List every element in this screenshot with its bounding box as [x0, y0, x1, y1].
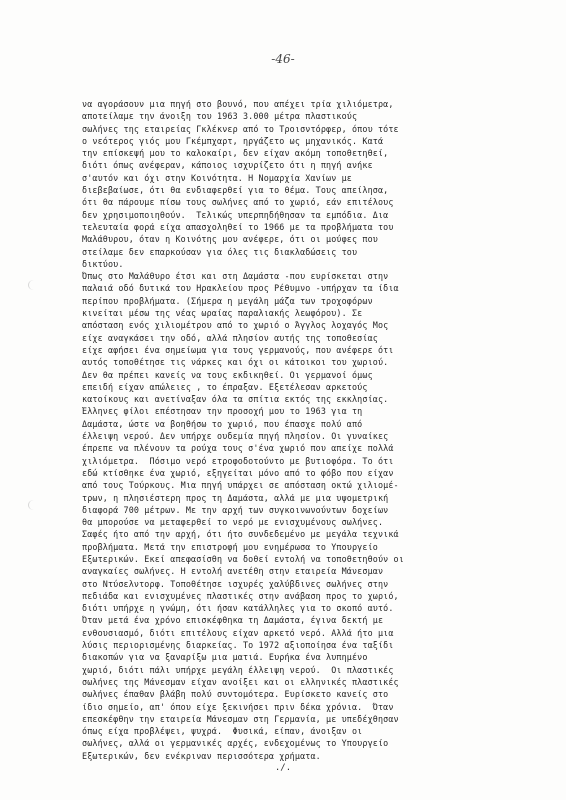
text-line: διότι όπως ανέφεραν, κάποιος ισχυρίζετο ότι η πηγή ανήκε [82, 160, 373, 171]
text-line: πεδιάδα και ενισχυμένες πλαστικές στην ανάβαση προς το χωριό, [82, 590, 399, 601]
text-line: σωλήνες της εταιρείας Γκλέκνερ από το Τροισντόρφερ, όπου τότε [82, 123, 399, 134]
text-line: τελευταία φορά είχα απασχοληθεί το 1966 με τα προβλήματα του [82, 221, 394, 232]
text-line: την επίσκεψή μου το καλοκαίρι, δεν είχαν ακόμη τοποθετηθεί, [82, 148, 389, 159]
text-line: έλλειψη νερού. Δεν υπήρχε ουδεμία πηγή πλησίον. Οι γυναίκες [82, 431, 389, 442]
text-line: χιλιόμετρα. Πόσιμο νερό ετροφοδοτούντο με βυτιοφόρα. Το ότι [82, 455, 394, 466]
text-line: Έλληνες φίλοι επέστησαν την προσοχή μου το 1963 για τη [82, 406, 363, 417]
text-line: σωλήνες έπαθαν βλάβη πολύ συντομότερα. Ευρίσκετο κανείς στο [82, 689, 389, 700]
text-line: ότι θα πάρουμε πίσω τους σωλήνες από το χωριό, εάν επιτέλους [82, 197, 394, 208]
text-line: να αγοράσουν μια πηγή στο βουνό, που απέχει τρία χιλιόμετρα, [82, 99, 394, 109]
text-line: αποτείλαμε την άνοιξη του 1963 3.000 μέτρα πλαστικούς [82, 111, 358, 122]
text-line: κινείται μέσω της νέας ωραίας παραλιακής λεωφόρου). Σε [82, 308, 363, 319]
text-line: διαφορά 700 μέτρων. Με την αρχή των συγκοινωνούντων δοχείων [82, 504, 389, 515]
text-line: Σαφές ήτο από την αρχή, ότι ήτο συνδεδεμένο με μεγάλα τεχνικά [82, 529, 399, 540]
typed-body-text [82, 98, 512, 762]
text-line: χωριό, διότι πάλι υπήρχε μεγάλη έλλειψη νερού. Οι πλαστικές [82, 664, 394, 675]
text-line: αυτός τοποθέτησε τις νάρκες και όχι οι κάτοικοι του χωριού. [82, 357, 389, 368]
text-line: ο νεότερος γιός μου Γκέμπχαρτ, ηργάζετο ως μηχανικός. Κατά [82, 135, 384, 146]
text-line: είχε αφήσει ένα σημείωμα για τους γερμανούς, που ανέφερε ότι [82, 344, 394, 355]
text-line: εδώ κτίσθηκε ένα χωριό, εξηγείται μόνο από το φόβο που είχαν [82, 467, 394, 478]
text-line: Εξωτερικών. Εκεί απεφασίσθη να δοθεί εντολή να τοποθετηθούν οι [82, 553, 404, 564]
text-line: σωλήνες, αλλά οι γερμανικές αρχές, ενδεχομένως το Υπουργείο [82, 738, 389, 749]
text-line: έπρεπε να πλένουν τα ρούχα τους σ'ένα χωριό που απείχε πολλά [82, 443, 394, 454]
text-line: Δαμάστα, ώστε να βοηθήσω το χωριό, που έπασχε πολύ από [82, 418, 363, 429]
text-line: σ'αυτόν και όχι στην Κοινότητα. Η Νομαρχία Χανίων με [82, 172, 352, 183]
text-line: τρων, η πλησιέστερη προς τη Δαμάστα, αλλά με μια υψομετρική [82, 492, 389, 503]
punch-hole-mark [28, 280, 39, 290]
end-mark: ./. [274, 763, 292, 773]
text-line: στο Ντύσελντορφ. Τοποθέτησε ισχυρές χαλύβδινες σωλήνες στην [82, 578, 389, 589]
text-line: Όταν μετά ένα χρόνο επισκέφθηκα τη Δαμάστα, έγινα δεκτή με [82, 615, 384, 626]
text-line: από τους Τούρκους. Μια πηγή υπάρχει σε απόσταση οκτώ χιλιομέ- [82, 480, 399, 491]
text-line: Εξωτερικών, δεν ενέκριναν περισσότερα χρήματα. [82, 750, 321, 761]
punch-hole-mark [28, 500, 39, 510]
text-line: διακοπών για να ξαναρίξω μια ματιά. Ευρήκα ένα λυπημένο [82, 652, 368, 663]
text-line: ίδιο σημείο, απ' όπου είχε ξεκινήσει πριν δέκα χρόνια. Όταν [82, 701, 394, 712]
text-line: επεσκέφθην την εταιρεία Μάνεσμαν στη Γερμανία, με υπεδέχθησαν [82, 713, 399, 724]
text-line: είχε αναγκάσει την οδό, αλλά πλησίον αυτής της τοποθεσίας [82, 332, 378, 343]
text-line: σωλήνες της Μάνεσμαν είχαν ανοίξει και οι ελληνικές πλαστικές [82, 676, 399, 687]
text-line: ενθουσιασμό, διότι επιτέλους είχαν αρκετό νερό. Αλλά ήτο μια [82, 627, 394, 638]
text-line: παλαιά οδό δυτικά του Ηρακλείου προς Ρέθυμνο -υπήρχαν τα ίδια [82, 283, 399, 294]
text-line: διεβεβαίωσε, ότι θα ενδιαφερθεί για το θέμα. Τους απείλησα, [82, 185, 389, 196]
text-line: Μαλάθυρου, όταν η Κοινότης μου ανέφερε, ότι οι μούφες που [82, 234, 378, 245]
text-line: αναγκαίες σωλήνες. Η εντολή ανετέθη στην εταιρεία Μάνεσμαν [82, 566, 384, 577]
text-line: Δεν θα πρέπει κανείς να τους εκδικηθεί. Οι γερμανοί όμως [82, 369, 373, 380]
text-line: διότι υπήρχε η γνώμη, ότι ήσαν κατάλληλες για το σκοπό αυτό. [82, 603, 394, 614]
text-line: δεν χρησιμοποιηθούν. Τελικώς υπερπηδήθησαν τα εμπόδια. Δια [82, 209, 389, 220]
text-line: περίπου προβλήματα. (Σήμερα η μεγάλη μάζα των τροχοφόρων [82, 295, 373, 306]
text-line: δικτύου. [82, 258, 124, 269]
text-line: προβλήματα. Μετά την επιστροφή μου ενημέρωσα το Υπουργείο [82, 541, 378, 552]
text-line: επειδή είχαν απώλειες , το έπραξαν. Εξετέλεσαν αρκετούς [82, 381, 368, 392]
text-line: κατοίκους και ανετίναξαν όλα τα σπίτια εκτός της εκκλησίας. [82, 394, 389, 405]
text-line: λύσις περιορισμένης διαρκείας. Το 1972 αξιοποίησα ένα ταξίδι [82, 640, 394, 651]
text-line: όπως είχα προβλέψει, ψυχρά. Φυσικά, είπαν, άνοιξαν οι [82, 726, 363, 737]
text-line: θα μπορούσε να μεταφερθεί το νερό με ενισχυμένους σωλήνες. [82, 517, 384, 528]
text-line: Όπως στο Μαλάθυρο έτσι και στη Δαμάστα -που ευρίσκεται στην [82, 271, 389, 282]
page-number: -46- [271, 52, 295, 66]
text-line: στείλαμε δεν επαρκούσαν για όλες τις διακλαδώσεις του [82, 246, 358, 257]
text-line: απόσταση ενός χιλιομέτρου από το χωριό ο Άγγλος λοχαγός Μος [82, 320, 389, 331]
